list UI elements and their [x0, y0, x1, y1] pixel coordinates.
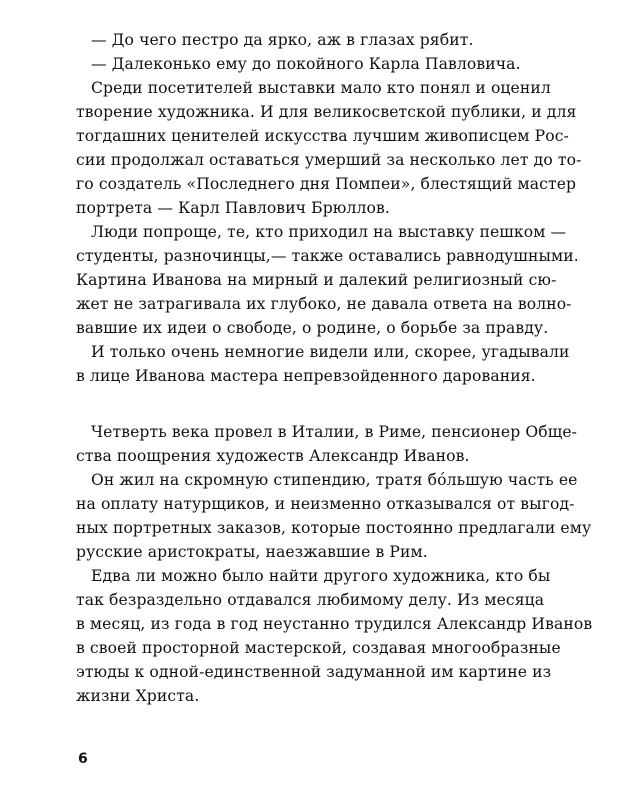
text-line: Едва ли можно было найти другого художника, кто бы	[91, 567, 551, 585]
text-line: в месяц, из года в год неустанно трудился Александр Иванов	[76, 615, 593, 633]
text-line: этюды к одной-единственной задуманной им картине из	[76, 663, 552, 681]
text-line: жизни Христа.	[76, 687, 200, 705]
text-line: — Далеконько ему до покойного Карла Павловича.	[91, 55, 521, 73]
text-line: вавшие их идеи о свободе, о родине, о борьбе за правду.	[76, 319, 549, 337]
text-line: жет не затрагивала их глубоко, не давала ответа на волно-	[76, 295, 572, 313]
text-line: сии продолжал оставаться умерший за несколько лет до то-	[76, 151, 582, 169]
text-line: ства поощрения художеств Александр Иванов.	[76, 447, 470, 465]
text-line: Он жил на скромную стипендию, тратя бо́льшую часть ее	[91, 471, 578, 489]
text-line: в лице Иванова мастера непревзойденного дарования.	[76, 367, 536, 385]
text-line: портрета — Карл Павлович Брюллов.	[76, 199, 390, 217]
text-line: студенты, разночинцы,— также оставались равнодушными.	[76, 247, 579, 265]
page-number: 6	[78, 751, 88, 767]
text-line: русские аристократы, наезжавшие в Рим.	[76, 543, 428, 561]
text-line: ных портретных заказов, которые постоянно предлагали ему	[76, 519, 592, 537]
text-line: го создатель «Последнего дня Помпеи», блестящий мастер	[76, 175, 577, 193]
text-line: Четверть века провел в Италии, в Риме, пенсионер Обще-	[91, 423, 578, 441]
text-line: в своей просторной мастерской, создавая многообразные	[76, 639, 561, 657]
text-line: на оплату натурщиков, и неизменно отказывался от выгод-	[76, 495, 575, 513]
text-line: И только очень немногие видели или, скорее, угадывали	[91, 343, 570, 361]
text-line: творение художника. И для великосветской публики, и для	[76, 103, 577, 121]
text-line: тогдашних ценителей искусства лучшим живописцем Рос-	[76, 127, 569, 145]
text-line: Картина Иванова на мирный и далекий религиозный сю-	[76, 271, 557, 289]
text-line: Люди попроще, те, кто приходил на выставку пешком —	[91, 223, 567, 241]
text-line: — До чего пестро да ярко, аж в глазах рябит.	[91, 31, 474, 49]
text-line: так безраздельно отдавался любимому делу. Из месяца	[76, 591, 545, 609]
text-line: Среди посетителей выставки мало кто понял и оценил	[91, 79, 551, 97]
